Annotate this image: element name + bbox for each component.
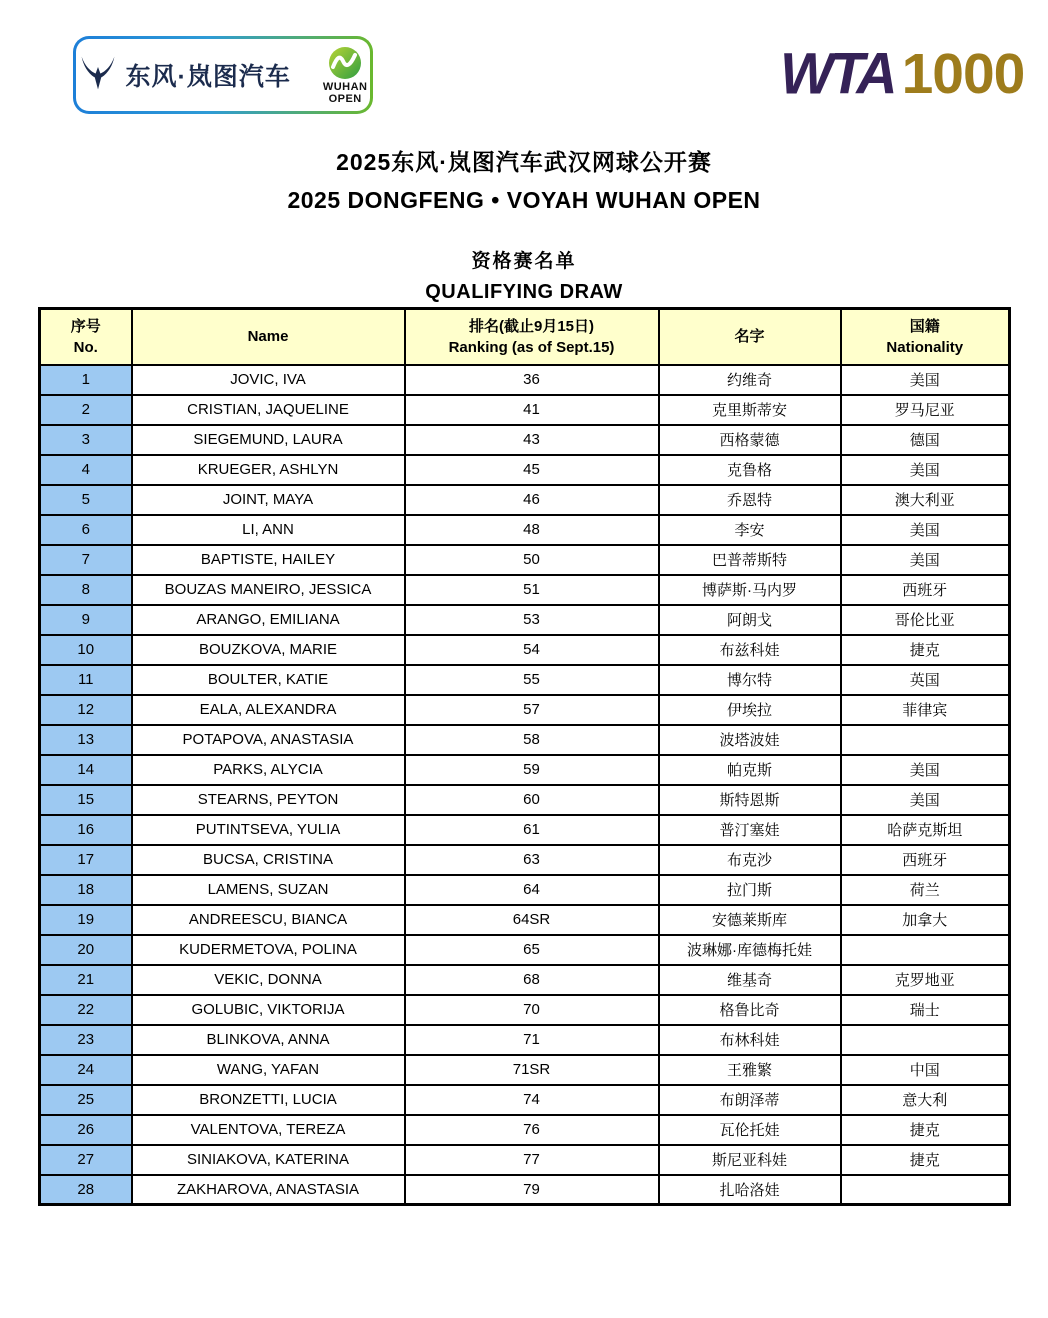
table-row — [40, 365, 1010, 395]
ranking-cell: 71 — [405, 1025, 659, 1055]
row-number-cell: 16 — [40, 815, 132, 845]
row-number-cell: 11 — [40, 665, 132, 695]
player-name-cell: BUCSA, CRISTINA — [132, 845, 405, 875]
row-number-cell: 27 — [40, 1145, 132, 1175]
wta-1000-logo — [780, 42, 1030, 106]
player-name-zh-cell: 王雅繁 — [659, 1055, 841, 1085]
row-number-cell: 15 — [40, 785, 132, 815]
table-row — [40, 1175, 1010, 1205]
row-number-cell: 12 — [40, 695, 132, 725]
player-name-zh-cell: 布林科娃 — [659, 1025, 841, 1055]
nationality-cell: 西班牙 — [841, 575, 1010, 605]
nationality-cell: 西班牙 — [841, 845, 1010, 875]
table-row — [40, 995, 1010, 1025]
nationality-cell: 美国 — [841, 455, 1010, 485]
table-row — [40, 935, 1010, 965]
table-row — [40, 395, 1010, 425]
player-name-cell: JOVIC, IVA — [132, 365, 405, 395]
player-name-zh-cell: 伊埃拉 — [659, 695, 841, 725]
player-name-cell: WANG, YAFAN — [132, 1055, 405, 1085]
header-nationality — [841, 309, 1010, 365]
table-row — [40, 635, 1010, 665]
player-name-zh-cell: 布克沙 — [659, 845, 841, 875]
table-row — [40, 695, 1010, 725]
player-name-zh-cell: 斯特恩斯 — [659, 785, 841, 815]
nationality-cell: 中国 — [841, 1055, 1010, 1085]
wuhan-open-logo — [323, 45, 368, 105]
row-number-cell: 7 — [40, 545, 132, 575]
nationality-cell: 哥伦比亚 — [841, 605, 1010, 635]
player-name-zh-cell: 波琳娜·库德梅托娃 — [659, 935, 841, 965]
header-ranking-en: Ranking (as of Sept.15) — [448, 338, 615, 356]
table-row — [40, 1145, 1010, 1175]
player-name-cell: BOUZKOVA, MARIE — [132, 635, 405, 665]
table-row — [40, 905, 1010, 935]
nationality-cell: 美国 — [841, 785, 1010, 815]
ranking-cell: 68 — [405, 965, 659, 995]
table-row — [40, 1025, 1010, 1055]
table-row — [40, 785, 1010, 815]
header-nationality-en: Nationality — [886, 338, 964, 356]
row-number-cell: 9 — [40, 605, 132, 635]
ranking-cell: 45 — [405, 455, 659, 485]
player-name-cell: POTAPOVA, ANASTASIA — [132, 725, 405, 755]
header-name — [132, 309, 405, 365]
nationality-cell: 美国 — [841, 755, 1010, 785]
section-title-en: QUALIFYING DRAW — [425, 281, 623, 303]
row-number-cell: 4 — [40, 455, 132, 485]
title-block — [0, 144, 1048, 304]
ranking-cell: 74 — [405, 1085, 659, 1115]
header-no — [40, 309, 132, 365]
nationality-cell: 哈萨克斯坦 — [841, 815, 1010, 845]
header-row — [40, 309, 1010, 365]
player-name-zh-cell: 阿朗戈 — [659, 605, 841, 635]
row-number-cell: 25 — [40, 1085, 132, 1115]
player-name-zh-cell: 斯尼亚科娃 — [659, 1145, 841, 1175]
table-row — [40, 875, 1010, 905]
nationality-cell: 德国 — [841, 425, 1010, 455]
ranking-cell: 65 — [405, 935, 659, 965]
ranking-cell: 41 — [405, 395, 659, 425]
player-name-zh-cell: 克里斯蒂安 — [659, 395, 841, 425]
table-row — [40, 725, 1010, 755]
nationality-cell: 瑞士 — [841, 995, 1010, 1025]
nationality-cell: 捷克 — [841, 1115, 1010, 1145]
ranking-cell: 71SR — [405, 1055, 659, 1085]
player-name-zh-cell: 安德莱斯库 — [659, 905, 841, 935]
ranking-cell: 58 — [405, 725, 659, 755]
nationality-cell: 菲律宾 — [841, 695, 1010, 725]
wta-wordmark: WTA — [780, 40, 894, 107]
player-name-zh-cell: 扎哈洛娃 — [659, 1175, 841, 1205]
player-name-cell: ZAKHAROVA, ANASTASIA — [132, 1175, 405, 1205]
player-name-zh-cell: 乔恩特 — [659, 485, 841, 515]
nationality-cell — [841, 725, 1010, 755]
row-number-cell: 6 — [40, 515, 132, 545]
player-name-cell: VEKIC, DONNA — [132, 965, 405, 995]
nationality-cell: 捷克 — [841, 1145, 1010, 1175]
wuhan-open-word-line2: OPEN — [328, 93, 362, 105]
header-ranking-zh: 排名(截止9月15日) — [468, 317, 595, 335]
nationality-cell — [841, 1175, 1010, 1205]
header-nationality-zh: 国籍 — [909, 317, 940, 335]
wuhan-open-word-line1: WUHAN — [322, 81, 368, 93]
nationality-cell: 美国 — [841, 515, 1010, 545]
ranking-cell: 77 — [405, 1145, 659, 1175]
nationality-cell: 荷兰 — [841, 875, 1010, 905]
row-number-cell: 24 — [40, 1055, 132, 1085]
table-row — [40, 965, 1010, 995]
row-number-cell: 10 — [40, 635, 132, 665]
nationality-cell: 美国 — [841, 545, 1010, 575]
row-number-cell: 23 — [40, 1025, 132, 1055]
player-name-cell: SIEGEMUND, LAURA — [132, 425, 405, 455]
player-name-cell: PARKS, ALYCIA — [132, 755, 405, 785]
player-name-cell: BLINKOVA, ANNA — [132, 1025, 405, 1055]
player-name-zh-cell: 普汀塞娃 — [659, 815, 841, 845]
table-row — [40, 755, 1010, 785]
row-number-cell: 3 — [40, 425, 132, 455]
ranking-cell: 57 — [405, 695, 659, 725]
ranking-cell: 50 — [405, 545, 659, 575]
ranking-cell: 48 — [405, 515, 659, 545]
tennis-ball-icon — [327, 45, 363, 81]
ranking-cell: 61 — [405, 815, 659, 845]
nationality-cell: 捷克 — [841, 635, 1010, 665]
ranking-cell: 51 — [405, 575, 659, 605]
ranking-cell: 53 — [405, 605, 659, 635]
player-name-cell: STEARNS, PEYTON — [132, 785, 405, 815]
ranking-cell: 76 — [405, 1115, 659, 1145]
row-number-cell: 22 — [40, 995, 132, 1025]
player-name-cell: PUTINTSEVA, YULIA — [132, 815, 405, 845]
sponsor-brand-text: 东风·岚图汽车 — [125, 63, 291, 91]
ranking-cell: 55 — [405, 665, 659, 695]
ranking-cell: 54 — [405, 635, 659, 665]
qualifying-draw-table — [38, 307, 1011, 1206]
table-row — [40, 545, 1010, 575]
table-row — [40, 1085, 1010, 1115]
table-row — [40, 425, 1010, 455]
player-name-cell: ANDREESCU, BIANCA — [132, 905, 405, 935]
player-name-cell: JOINT, MAYA — [132, 485, 405, 515]
table-body — [40, 365, 1010, 1205]
ranking-cell: 64 — [405, 875, 659, 905]
player-name-cell: BRONZETTI, LUCIA — [132, 1085, 405, 1115]
player-name-cell: VALENTOVA, TEREZA — [132, 1115, 405, 1145]
row-number-cell: 26 — [40, 1115, 132, 1145]
player-name-cell: CRISTIAN, JAQUELINE — [132, 395, 405, 425]
row-number-cell: 20 — [40, 935, 132, 965]
ranking-cell: 43 — [405, 425, 659, 455]
nationality-cell: 澳大利亚 — [841, 485, 1010, 515]
row-number-cell: 28 — [40, 1175, 132, 1205]
player-name-cell: KRUEGER, ASHLYN — [132, 455, 405, 485]
table-row — [40, 1055, 1010, 1085]
row-number-cell: 19 — [40, 905, 132, 935]
table-row — [40, 515, 1010, 545]
player-name-cell: SINIAKOVA, KATERINA — [132, 1145, 405, 1175]
player-name-zh-cell: 巴普蒂斯特 — [659, 545, 841, 575]
table-row — [40, 845, 1010, 875]
table-row — [40, 815, 1010, 845]
table-row — [40, 665, 1010, 695]
table-header — [40, 309, 1010, 365]
table-row — [40, 485, 1010, 515]
nationality-cell: 英国 — [841, 665, 1010, 695]
player-name-zh-cell: 布朗泽蒂 — [659, 1085, 841, 1115]
sponsor-logo-box — [73, 36, 373, 114]
player-name-zh-cell: 瓦伦托娃 — [659, 1115, 841, 1145]
row-number-cell: 8 — [40, 575, 132, 605]
nationality-cell: 美国 — [841, 365, 1010, 395]
ranking-cell: 70 — [405, 995, 659, 1025]
tournament-title-en: 2025 DONGFENG • VOYAH WUHAN OPEN — [287, 187, 761, 213]
player-name-zh-cell: 布兹科娃 — [659, 635, 841, 665]
header-name-zh-label: 名字 — [734, 328, 765, 346]
voyah-wings-icon — [79, 54, 117, 97]
player-name-cell: BAPTISTE, HAILEY — [132, 545, 405, 575]
player-name-cell: BOUZAS MANEIRO, JESSICA — [132, 575, 405, 605]
nationality-cell: 罗马尼亚 — [841, 395, 1010, 425]
row-number-cell: 5 — [40, 485, 132, 515]
nationality-cell: 加拿大 — [841, 905, 1010, 935]
player-name-cell: BOULTER, KATIE — [132, 665, 405, 695]
header-ranking — [405, 309, 659, 365]
player-name-zh-cell: 博尔特 — [659, 665, 841, 695]
row-number-cell: 1 — [40, 365, 132, 395]
player-name-cell: ARANGO, EMILIANA — [132, 605, 405, 635]
table-row — [40, 575, 1010, 605]
header-name-zh — [659, 309, 841, 365]
wta-tier-number: 1000 — [901, 41, 1025, 106]
player-name-zh-cell: 拉门斯 — [659, 875, 841, 905]
ranking-cell: 59 — [405, 755, 659, 785]
ranking-cell: 64SR — [405, 905, 659, 935]
player-name-cell: KUDERMETOVA, POLINA — [132, 935, 405, 965]
player-name-zh-cell: 李安 — [659, 515, 841, 545]
nationality-cell: 克罗地亚 — [841, 965, 1010, 995]
player-name-zh-cell: 约维奇 — [659, 365, 841, 395]
ranking-cell: 46 — [405, 485, 659, 515]
row-number-cell: 21 — [40, 965, 132, 995]
player-name-zh-cell: 西格蒙德 — [659, 425, 841, 455]
section-title-zh: 资格赛名单 — [471, 251, 577, 272]
player-name-zh-cell: 帕克斯 — [659, 755, 841, 785]
nationality-cell — [841, 1025, 1010, 1055]
nationality-cell — [841, 935, 1010, 965]
row-number-cell: 17 — [40, 845, 132, 875]
table-row — [40, 1115, 1010, 1145]
table-row — [40, 455, 1010, 485]
player-name-zh-cell: 博萨斯·马内罗 — [659, 575, 841, 605]
row-number-cell: 18 — [40, 875, 132, 905]
row-number-cell: 13 — [40, 725, 132, 755]
player-name-zh-cell: 波塔波娃 — [659, 725, 841, 755]
player-name-cell: EALA, ALEXANDRA — [132, 695, 405, 725]
ranking-cell: 60 — [405, 785, 659, 815]
player-name-cell: LAMENS, SUZAN — [132, 875, 405, 905]
player-name-zh-cell: 格鲁比奇 — [659, 995, 841, 1025]
header-no-en: No. — [73, 338, 98, 356]
row-number-cell: 2 — [40, 395, 132, 425]
ranking-cell: 63 — [405, 845, 659, 875]
header-name-en: Name — [247, 328, 289, 346]
player-name-cell: GOLUBIC, VIKTORIJA — [132, 995, 405, 1025]
ranking-cell: 79 — [405, 1175, 659, 1205]
ranking-cell: 36 — [405, 365, 659, 395]
row-number-cell: 14 — [40, 755, 132, 785]
player-name-zh-cell: 维基奇 — [659, 965, 841, 995]
tournament-title-zh: 2025东风·岚图汽车武汉网球公开赛 — [336, 149, 712, 175]
table-row — [40, 605, 1010, 635]
header-no-zh: 序号 — [70, 317, 101, 335]
nationality-cell: 意大利 — [841, 1085, 1010, 1115]
player-name-cell: LI, ANN — [132, 515, 405, 545]
sponsor-logo-inner — [76, 39, 370, 111]
player-name-zh-cell: 克鲁格 — [659, 455, 841, 485]
